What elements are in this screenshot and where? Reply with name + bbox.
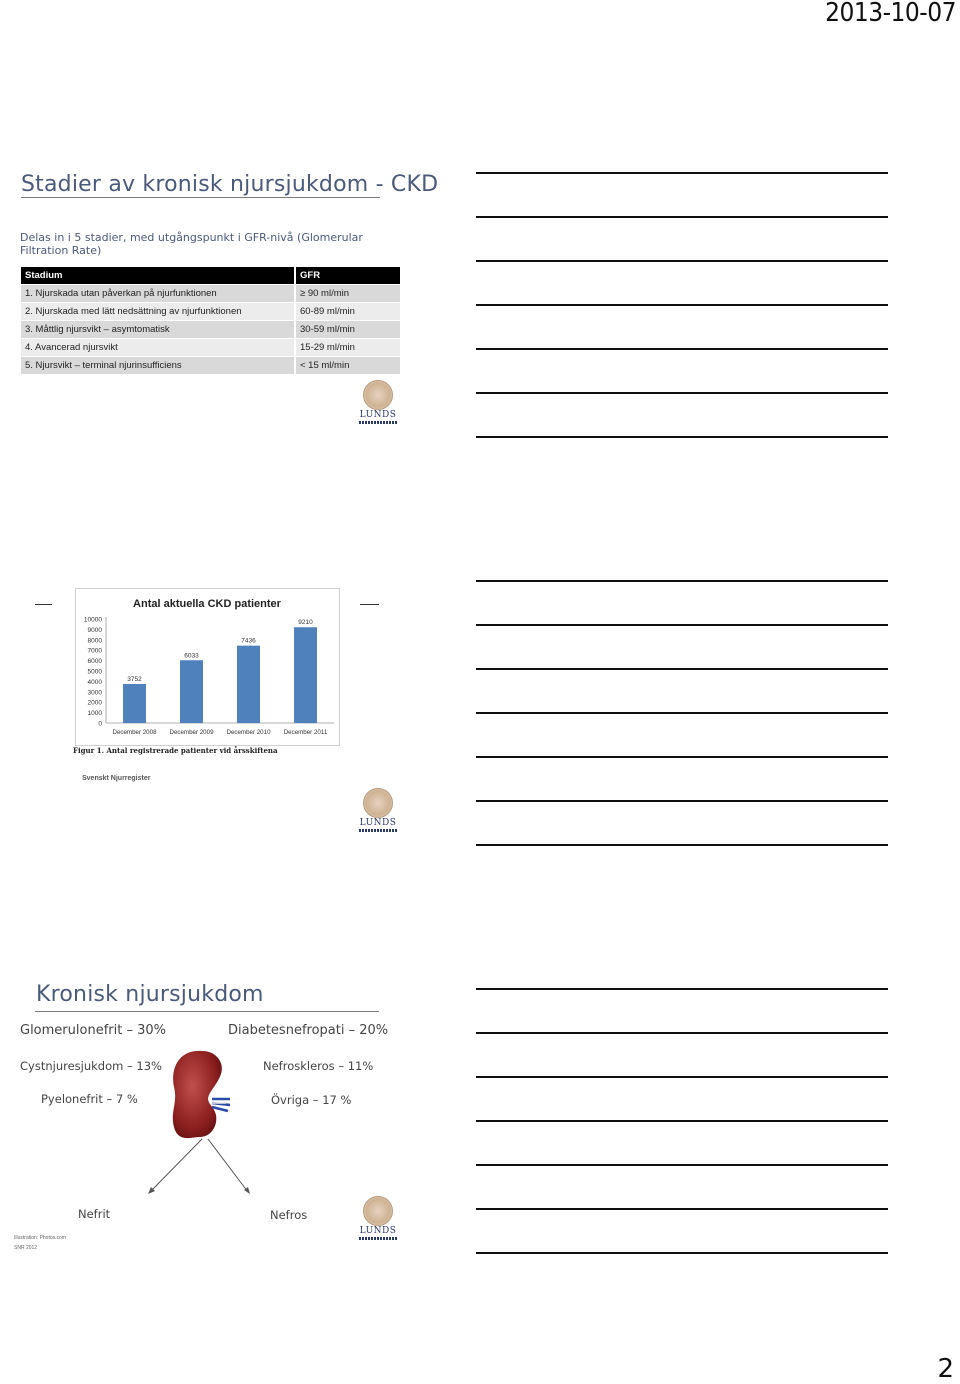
source-label: Svenskt Njurregister	[82, 775, 151, 782]
renal-vessels-icon	[212, 1099, 230, 1111]
bar-data-label: 7436	[241, 637, 256, 645]
chart-bar	[123, 684, 146, 723]
table-row	[21, 321, 400, 338]
chart-bar	[237, 646, 260, 723]
note-line	[476, 1032, 888, 1034]
note-line	[476, 1076, 888, 1078]
y-tick-label: 7000	[87, 647, 102, 655]
note-line	[476, 800, 888, 802]
x-tick-label: December 2009	[169, 729, 214, 736]
ckd-chart-frame	[75, 588, 340, 746]
note-line	[476, 988, 888, 990]
slide1-title: Stadier av kronisk njursjukdom - CKD	[21, 172, 439, 197]
lund-university-logo	[359, 788, 397, 834]
logo-subline	[359, 1237, 397, 1240]
branch-nefrit: Nefrit	[78, 1207, 111, 1221]
note-line	[476, 216, 888, 218]
table-cell-gfr: 60-89 ml/min	[296, 303, 400, 320]
page-date: 2013-10-07	[825, 0, 956, 28]
figure-caption: Figur 1. Antal registrerade patienter vid årsskiftena	[73, 746, 278, 755]
logo-subline	[359, 421, 397, 424]
table-cell-stage: 5. Njursvikt – terminal njurinsufficiens	[21, 357, 296, 374]
kidney-icon	[173, 1051, 222, 1138]
source-credit: SNR 2012	[14, 1245, 38, 1251]
lund-university-logo	[359, 380, 397, 426]
table-header-row	[21, 267, 400, 284]
note-line	[476, 580, 888, 582]
arrow-right-line	[208, 1139, 248, 1192]
cause-glomerulonefrit: Glomerulonefrit – 30%	[20, 1023, 166, 1038]
ckd-stage-table-wrap	[21, 266, 400, 375]
slide1-title-rule	[21, 197, 380, 198]
table-row	[21, 357, 400, 374]
note-line	[476, 668, 888, 670]
y-tick-label: 1000	[87, 710, 102, 718]
y-tick-label: 10000	[83, 616, 102, 624]
table-row	[21, 339, 400, 356]
slide1-subtitle: Delas in i 5 stadier, med utgångspunkt i GFR-nivå (Glomerular Filtration Rate)	[20, 231, 363, 257]
y-tick-label: 2000	[87, 699, 102, 707]
note-line	[476, 1252, 888, 1254]
chart-bar	[180, 660, 203, 723]
y-tick-label: 5000	[87, 668, 102, 676]
x-tick-label: December 2010	[226, 729, 271, 736]
kidney-illustration	[140, 1045, 260, 1200]
cause-diabetesnefropati: Diabetesnefropati – 20%	[228, 1023, 389, 1038]
table-row	[21, 303, 400, 320]
bar-data-label: 6033	[184, 652, 199, 660]
bar-data-label: 9210	[298, 619, 313, 627]
y-tick-label: 9000	[87, 626, 102, 634]
table-cell-gfr: ≥ 90 ml/min	[296, 285, 400, 302]
note-line	[476, 304, 888, 306]
y-tick-label: 3000	[87, 689, 102, 697]
table-row	[21, 285, 400, 302]
bar-data-label: 3752	[127, 675, 142, 683]
arrow-left-line	[150, 1139, 202, 1192]
note-line	[476, 624, 888, 626]
table-cell-stage: 1. Njurskada utan påverkan på njurfunktionen	[21, 285, 296, 302]
table-cell-gfr: < 15 ml/min	[296, 357, 400, 374]
table-cell-gfr: 15-29 ml/min	[296, 339, 400, 356]
illustration-credit: Illustration: Photos.com	[14, 1235, 66, 1241]
note-line	[476, 436, 888, 438]
y-tick-label: 6000	[87, 658, 102, 666]
logo-subline	[359, 829, 397, 832]
table-cell-stage: 2. Njurskada med lätt nedsättning av njurfunktionen	[21, 303, 296, 320]
logo-wordmark: LUNDS	[359, 1226, 397, 1236]
y-tick-label: 0	[98, 720, 102, 728]
cause-nefroskleros: Nefroskleros – 11%	[263, 1059, 374, 1073]
table-cell-stage: 3. Måttlig njursvikt – asymtomatisk	[21, 321, 296, 338]
x-tick-label: December 2011	[283, 729, 328, 736]
note-line	[476, 260, 888, 262]
y-tick-label: 8000	[87, 637, 102, 645]
table-header-stadium: Stadium	[21, 267, 296, 284]
table-header-gfr: GFR	[296, 267, 400, 284]
seal-icon	[363, 380, 393, 410]
seal-icon	[363, 1196, 393, 1226]
slide3-title-rule	[35, 1011, 379, 1012]
note-line	[476, 844, 888, 846]
branch-nefros: Nefros	[270, 1208, 308, 1222]
chart-title: Antal aktuella CKD patienter	[133, 598, 281, 610]
note-line	[476, 172, 888, 174]
table-cell-gfr: 30-59 ml/min	[296, 321, 400, 338]
y-tick-label: 4000	[87, 678, 102, 686]
slide3-title: Kronisk njursjukdom	[36, 982, 264, 1007]
note-line	[476, 1164, 888, 1166]
cause-ovriga: Övriga – 17 %	[271, 1093, 352, 1107]
note-line	[476, 712, 888, 714]
cause-cystnjuresjukdom: Cystnjuresjukdom – 13%	[20, 1059, 162, 1073]
lund-university-logo	[359, 1196, 397, 1242]
chart-bar	[294, 627, 317, 723]
note-line	[476, 348, 888, 350]
note-line	[476, 1120, 888, 1122]
logo-wordmark: LUNDS	[359, 410, 397, 420]
note-line	[476, 392, 888, 394]
note-line	[476, 1208, 888, 1210]
x-tick-label: December 2008	[112, 729, 157, 736]
ckd-bar-chart	[76, 589, 339, 745]
seal-icon	[363, 788, 393, 818]
slide2-title-dash-left	[35, 604, 52, 605]
table-cell-stage: 4. Avancerad njursvikt	[21, 339, 296, 356]
cause-pyelonefrit: Pyelonefrit – 7 %	[41, 1092, 138, 1106]
logo-wordmark: LUNDS	[359, 818, 397, 828]
slide2-title-dash-right	[360, 604, 379, 605]
page-number: 2	[937, 1354, 954, 1384]
ckd-stage-table	[21, 266, 400, 375]
note-line	[476, 756, 888, 758]
